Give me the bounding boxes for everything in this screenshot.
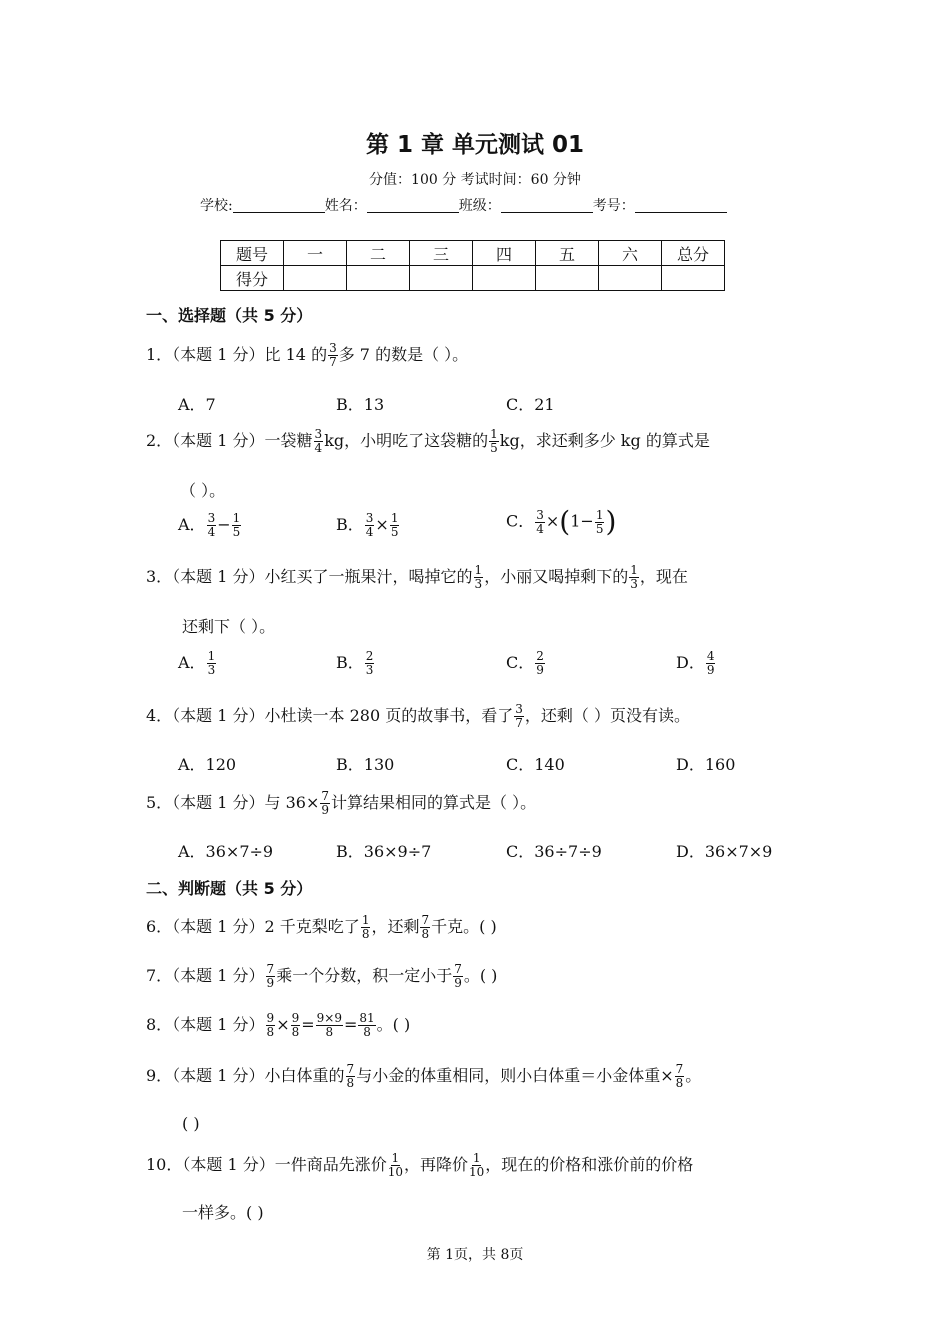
question-4	[146, 703, 690, 730]
table-cell: 四	[473, 241, 536, 266]
q-text: ×	[276, 1015, 290, 1034]
table-row	[221, 266, 725, 291]
q-text: 4．（本题 1 分）小杜读一本 280 页的故事书，看了	[146, 706, 514, 725]
q-text: 多 7 的数是（ ）。	[338, 345, 469, 364]
q-text: 5．（本题 1 分）与 36×	[146, 793, 320, 812]
option-a[interactable]: A．120	[178, 755, 237, 774]
fraction: $\frac{1}{3}$	[474, 563, 483, 591]
table-cell: 三	[410, 241, 473, 266]
name-label: 姓名：	[324, 198, 367, 214]
q-text: 2．（本题 1 分）一袋糖	[146, 431, 313, 450]
q-text: ，现在	[639, 567, 688, 586]
table-row	[221, 241, 725, 266]
option-a[interactable]: A．7	[178, 395, 216, 414]
table-cell[interactable]	[473, 266, 536, 291]
school-label: 学校:	[200, 198, 233, 214]
question-9	[146, 1063, 701, 1090]
question-1	[146, 342, 468, 369]
answer-blank[interactable]: 。( )	[463, 966, 498, 985]
section-title-judgement: 二、判断题（共 5 分）	[146, 879, 313, 898]
table-cell: 二	[347, 241, 410, 266]
option-a[interactable]: A．36×7÷9	[178, 842, 274, 861]
fraction: $\frac{1}{10}$	[469, 1151, 485, 1179]
question-2-line2: （ ）。	[180, 481, 226, 500]
fraction: $\frac{7}{8}$	[346, 1062, 355, 1090]
q-text: ，还剩（ ）页没有读。	[524, 706, 690, 725]
id-blank[interactable]	[635, 198, 727, 213]
class-label: 班级：	[458, 198, 501, 214]
table-cell: 一	[284, 241, 347, 266]
table-cell: 五	[536, 241, 599, 266]
q-text: =	[301, 1015, 315, 1034]
table-cell: 六	[599, 241, 662, 266]
q-text: ，现在的价格和涨价前的价格	[485, 1155, 694, 1174]
option-b[interactable]: B． $\frac{2}{3}$	[336, 649, 374, 677]
q-text: ，再降价	[404, 1155, 469, 1174]
exam-info: 分值：100 分 考试时间：60 分钟	[369, 172, 581, 188]
page-title: 第 1 章 单元测试 01	[365, 132, 585, 158]
option-b[interactable]: B．13	[336, 395, 385, 414]
question-3	[146, 564, 688, 591]
fraction: $\frac{7}{9}$	[266, 962, 275, 990]
option-c[interactable]: C． $\frac{2}{9}$	[506, 649, 544, 677]
question-8	[146, 1012, 410, 1039]
option-d[interactable]: D． $\frac{4}{9}$	[676, 649, 715, 677]
question-5	[146, 790, 536, 817]
class-blank[interactable]	[501, 198, 593, 213]
option-c[interactable]: C．21	[506, 395, 555, 414]
option-b[interactable]: B．130	[336, 755, 395, 774]
table-cell[interactable]	[410, 266, 473, 291]
q-text: 计算结果相同的算式是（ ）。	[331, 793, 537, 812]
fraction: $\frac{7}{9}$	[321, 789, 330, 817]
id-label: 考号：	[592, 198, 635, 214]
q-text: 6．（本题 1 分）2 千克梨吃了	[146, 917, 360, 936]
option-d[interactable]: D．160	[676, 755, 736, 774]
table-cell: 题号	[221, 241, 284, 266]
option-c[interactable]: C．140	[506, 755, 565, 774]
q-text: 8．（本题 1 分）	[146, 1015, 265, 1034]
fraction: $\frac{7}{8}$	[421, 913, 430, 941]
fraction: $\frac{9\times 9}{8}$	[316, 1011, 342, 1039]
q-text: kg，求还剩多少 kg 的算式是	[499, 431, 710, 450]
fraction: $\frac{7}{8}$	[675, 1062, 684, 1090]
answer-blank[interactable]: ( )	[182, 1114, 200, 1133]
table-cell[interactable]	[599, 266, 662, 291]
fraction: $\frac{3}{7}$	[515, 702, 523, 730]
table-cell[interactable]	[347, 266, 410, 291]
fraction: $\frac{1}{10}$	[387, 1151, 403, 1179]
option-b[interactable]: B．36×9÷7	[336, 842, 432, 861]
answer-blank[interactable]: 一样多。( )	[182, 1203, 264, 1222]
score-table	[220, 240, 725, 291]
q-text: =	[343, 1015, 358, 1034]
table-cell[interactable]	[536, 266, 599, 291]
question-7	[146, 963, 497, 990]
option-c[interactable]: C．36÷7÷9	[506, 842, 602, 861]
table-cell[interactable]	[662, 266, 725, 291]
table-cell: 总分	[662, 241, 725, 266]
q-text: kg，小明吃了这袋糖的	[324, 431, 489, 450]
option-b[interactable]: B． $\frac{3}{4}$ × $\frac{1}{5}$	[336, 511, 399, 539]
question-2	[146, 428, 710, 455]
q-text: ，还剩	[371, 917, 420, 936]
option-a[interactable]: A． $\frac{3}{4}$ − $\frac{1}{5}$	[178, 511, 241, 539]
q-text: 。	[685, 1066, 702, 1085]
section-title-choice: 一、选择题（共 5 分）	[146, 306, 313, 325]
option-d[interactable]: D．36×7×9	[676, 842, 773, 861]
q-text: ，小丽又喝掉剩下的	[484, 567, 629, 586]
fraction: $\frac{1}{3}$	[630, 563, 638, 591]
fraction: $\frac{1}{8}$	[361, 913, 370, 941]
table-cell[interactable]	[284, 266, 347, 291]
answer-blank[interactable]: 。( )	[376, 1015, 411, 1034]
option-a[interactable]: A． $\frac{1}{3}$	[178, 649, 216, 677]
q-text: 1．（本题 1 分）比 14 的	[146, 345, 328, 364]
q-text: 3．（本题 1 分）小红买了一瓶果汁，喝掉它的	[146, 567, 473, 586]
fraction: $\frac{9}{8}$	[291, 1011, 300, 1039]
fraction: $\frac{1}{5}$	[490, 427, 498, 455]
q-text: 7．（本题 1 分）	[146, 966, 265, 985]
q-text: 10．（本题 1 分）一件商品先涨价	[146, 1155, 387, 1174]
q-text: 乘一个分数，积一定小于	[276, 966, 453, 985]
table-cell: 得分	[221, 266, 284, 291]
q-text: 与小金的体重相同，则小白体重＝小金体重×	[356, 1066, 674, 1085]
page-footer: 第 1页，共 8页	[426, 1247, 524, 1263]
fraction: $\frac{9}{8}$	[266, 1011, 275, 1039]
fraction: $\frac{81}{8}$	[359, 1011, 375, 1039]
answer-blank[interactable]: 千克。( )	[431, 917, 497, 936]
student-info-line	[200, 195, 727, 215]
name-blank[interactable]	[367, 198, 459, 213]
school-blank[interactable]	[233, 198, 325, 213]
question-3-line2: 还剩下（ ）。	[182, 617, 276, 636]
question-6	[146, 914, 497, 941]
q-text: 9．（本题 1 分）小白体重的	[146, 1066, 345, 1085]
fraction: $\frac{3}{4}$	[314, 427, 323, 455]
fraction: $\frac{3}{7}$	[329, 341, 337, 369]
option-c[interactable]: C． $\frac{3}{4}$ ×(1− $\frac{1}{5}$ )	[506, 505, 617, 538]
question-10	[146, 1152, 693, 1179]
fraction: $\frac{7}{9}$	[454, 962, 462, 990]
